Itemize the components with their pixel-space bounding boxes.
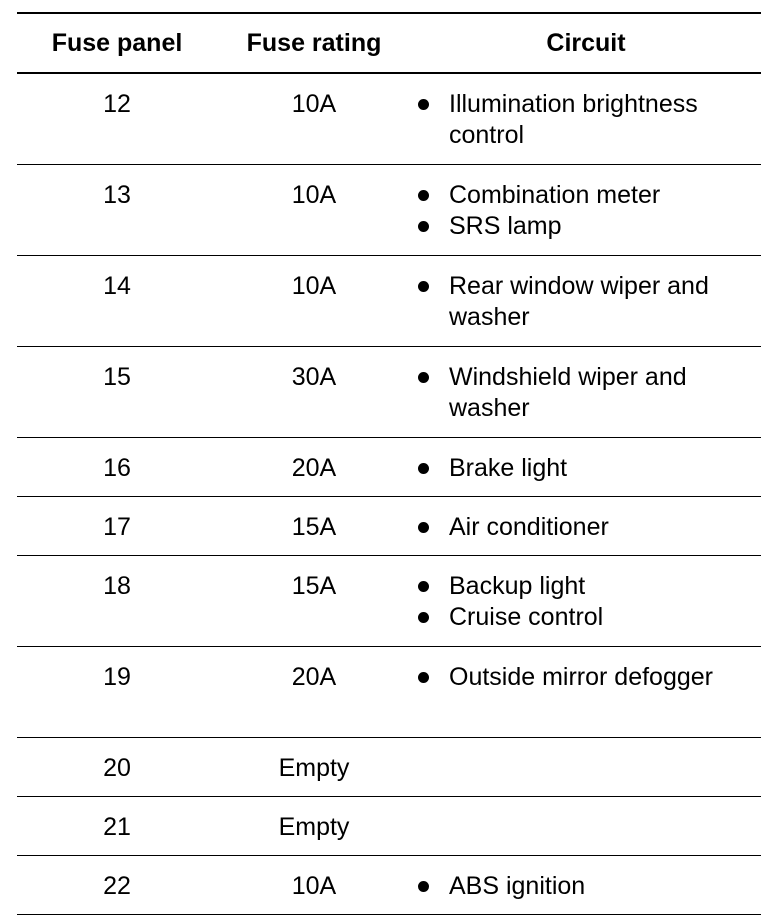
- bullet-icon: [418, 612, 429, 623]
- bullet-icon: [418, 281, 429, 292]
- circuit-label: Windshield wiper and washer: [449, 363, 687, 422]
- table-row: [17, 647, 761, 738]
- table-header-row: [17, 14, 761, 74]
- table-row: [17, 347, 761, 438]
- fuse-rating-cell: 10A: [291, 872, 337, 900]
- bullet-icon: [418, 99, 429, 110]
- fuse-rating-cell: Empty: [278, 813, 350, 841]
- circuit-cell: [411, 647, 761, 737]
- circuit-item: [411, 211, 761, 242]
- circuit-list: [411, 453, 761, 484]
- fuse-panel-cell: 20: [103, 754, 131, 782]
- circuit-label: Cruise control: [449, 603, 604, 631]
- circuit-cell: [411, 738, 761, 796]
- circuit-cell: [411, 438, 761, 496]
- circuit-item: [411, 362, 761, 424]
- circuit-label: Brake light: [449, 454, 568, 482]
- circuit-cell: [411, 256, 761, 346]
- circuit-cell: [411, 856, 761, 914]
- table-row: [17, 497, 761, 556]
- bullet-icon: [418, 581, 429, 592]
- circuit-item: [411, 180, 761, 211]
- circuit-cell: [411, 497, 761, 555]
- fuse-panel-cell: 18: [103, 572, 131, 600]
- bullet-icon: [418, 672, 429, 683]
- header-circuit: Circuit: [546, 28, 626, 57]
- bullet-icon: [418, 190, 429, 201]
- table-row: [17, 797, 761, 856]
- circuit-list: [411, 271, 761, 333]
- fuse-rating-cell: 20A: [291, 663, 337, 691]
- circuit-item: [411, 571, 761, 602]
- table-row: [17, 738, 761, 797]
- fuse-panel-cell: 21: [103, 813, 131, 841]
- fuse-panel-cell: 16: [103, 454, 131, 482]
- circuit-item: [411, 89, 761, 151]
- fuse-rating-cell: 30A: [291, 363, 337, 391]
- fuse-rating-cell: 20A: [291, 454, 337, 482]
- header-fuse-panel: Fuse panel: [51, 28, 183, 57]
- bullet-icon: [418, 463, 429, 474]
- circuit-list: [411, 571, 761, 633]
- circuit-list: [411, 871, 761, 902]
- fuse-panel-cell: 22: [103, 872, 131, 900]
- fuse-rating-cell: 15A: [291, 572, 337, 600]
- circuit-list: [411, 180, 761, 242]
- table-row: [17, 74, 761, 165]
- circuit-cell: [411, 74, 761, 164]
- bullet-icon: [418, 881, 429, 892]
- circuit-item: [411, 602, 761, 633]
- fuse-panel-cell: 19: [103, 663, 131, 691]
- circuit-cell: [411, 347, 761, 437]
- circuit-cell: [411, 165, 761, 255]
- fuse-panel-cell: 15: [103, 363, 131, 391]
- circuit-cell: [411, 797, 761, 855]
- header-fuse-rating: Fuse rating: [246, 28, 382, 57]
- fuse-panel-cell: 13: [103, 181, 131, 209]
- circuit-list: [411, 89, 761, 151]
- table-row: [17, 556, 761, 647]
- circuit-label: Backup light: [449, 572, 586, 600]
- fuse-panel-cell: 14: [103, 272, 131, 300]
- table-row: [17, 165, 761, 256]
- fuse-rating-cell: 10A: [291, 272, 337, 300]
- circuit-list: [411, 662, 761, 693]
- circuit-label: Illumination brightness control: [449, 90, 698, 149]
- circuit-item: [411, 512, 761, 543]
- circuit-label: Rear window wiper and washer: [449, 272, 709, 331]
- fuse-rating-cell: 15A: [291, 513, 337, 541]
- bullet-icon: [418, 372, 429, 383]
- fuse-table: [17, 12, 761, 915]
- fuse-rating-cell: Empty: [278, 754, 350, 782]
- fuse-rating-cell: 10A: [291, 181, 337, 209]
- circuit-item: [411, 871, 761, 902]
- table-row: [17, 856, 761, 915]
- circuit-list: [411, 362, 761, 424]
- fuse-panel-cell: 12: [103, 90, 131, 118]
- circuit-label: Outside mirror defogger: [449, 663, 714, 691]
- bullet-icon: [418, 522, 429, 533]
- fuse-rating-cell: 10A: [291, 90, 337, 118]
- circuit-label: ABS ignition: [449, 872, 586, 900]
- fuse-panel-cell: 17: [103, 513, 131, 541]
- circuit-label: Air conditioner: [449, 513, 609, 541]
- circuit-item: [411, 453, 761, 484]
- table-row: [17, 256, 761, 347]
- bullet-icon: [418, 221, 429, 232]
- table-row: [17, 438, 761, 497]
- circuit-label: Combination meter: [449, 181, 661, 209]
- circuit-cell: [411, 556, 761, 646]
- circuit-item: [411, 271, 761, 333]
- circuit-item: [411, 662, 761, 693]
- circuit-label: SRS lamp: [449, 212, 562, 240]
- circuit-list: [411, 512, 761, 543]
